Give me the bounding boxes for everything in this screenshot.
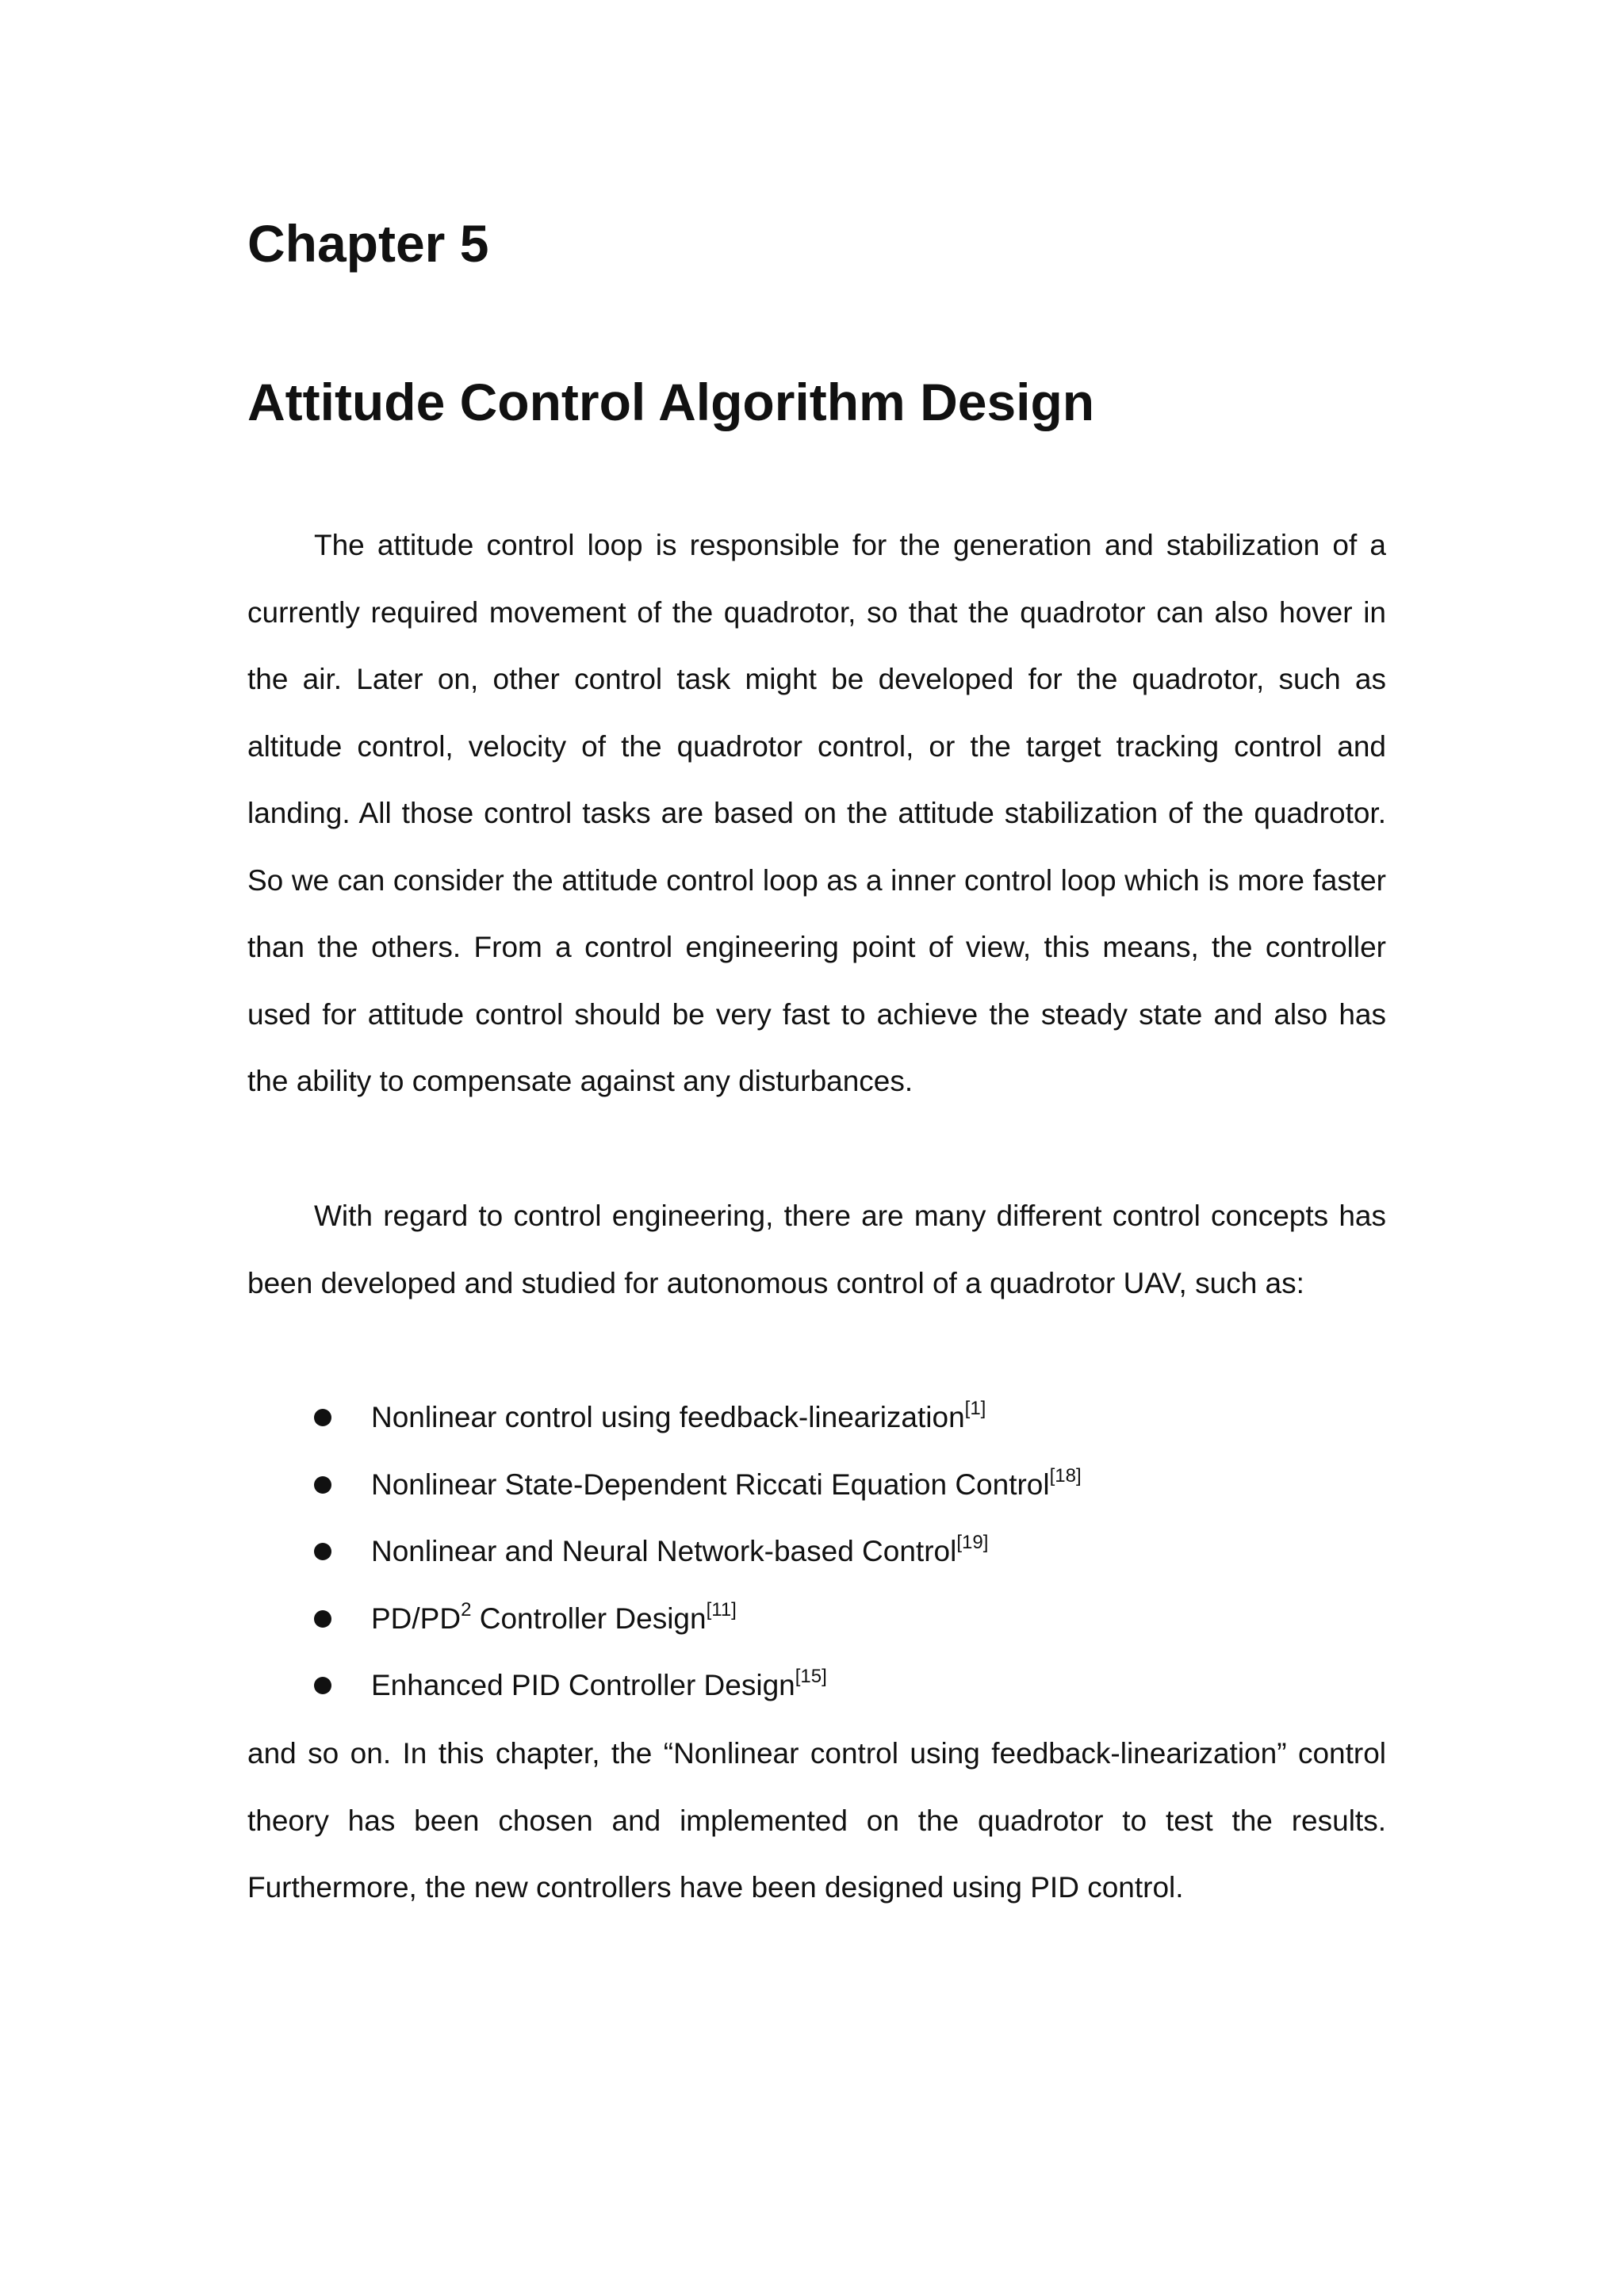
list-item: [247, 1518, 1386, 1586]
paragraph-intro: The attitude control loop is responsible for the generation and stabilization of a currently required movement of the quadrotor, so that the quadrotor can also hover in the air. Later on, other control task might be developed for the quadrotor, such as altitude control, velocity of the quadrotor control, or the target tracking control and landing. All those control tasks are based on the attitude stabilization of the quadrotor. So we can consider the attitude control loop as a inner control loop which is more faster than the others. From a control engineering point of view, this means, the controller used for attitude control should be very fast to achieve the steady state and also has the ability to compensate against any disturbances.: [247, 529, 1386, 1097]
list-item-text: Enhanced PID Controller Design: [371, 1669, 795, 1701]
bullet-icon: [314, 1543, 331, 1560]
list-item-text: Nonlinear control using feedback-linearization: [371, 1401, 965, 1433]
citation-ref: [15]: [795, 1666, 827, 1687]
control-concepts-list: [247, 1384, 1386, 1720]
list-item-text-prefix: PD/PD: [371, 1601, 462, 1635]
citation-ref: [11]: [706, 1598, 737, 1621]
list-item: [247, 1384, 1386, 1452]
chapter-number: Chapter 5: [247, 214, 489, 273]
list-item-text: Controller Design: [471, 1601, 707, 1635]
bullet-icon: [314, 1610, 331, 1628]
list-item-text: Nonlinear State-Dependent Riccati Equation Control: [371, 1468, 1050, 1501]
bullet-icon: [314, 1677, 331, 1694]
bullet-icon: [314, 1476, 331, 1494]
superscript-exponent: 2: [461, 1598, 472, 1621]
list-item-text: Nonlinear and Neural Network-based Control: [371, 1535, 957, 1567]
list-item: [247, 1452, 1386, 1519]
chapter-title: Attitude Control Algorithm Design: [247, 373, 1095, 431]
paragraph-control-concepts: With regard to control engineering, there are many different control concepts has been developed and studied for autonomous control of a quadrotor UAV, such as:: [247, 1200, 1386, 1299]
list-item: [247, 1652, 1386, 1720]
bullet-icon: [314, 1409, 331, 1426]
citation-ref: [19]: [956, 1532, 989, 1553]
citation-ref: [18]: [1049, 1464, 1082, 1487]
citation-ref: [1]: [964, 1398, 986, 1419]
paragraph-conclusion: and so on. In this chapter, the “Nonlinear control using feedback-linearization” control theory has been chosen and implemented on the quadrotor to test the results. Furthermore, the new controllers have been designed using PID control.: [247, 1737, 1386, 1904]
list-item: [247, 1586, 1386, 1653]
